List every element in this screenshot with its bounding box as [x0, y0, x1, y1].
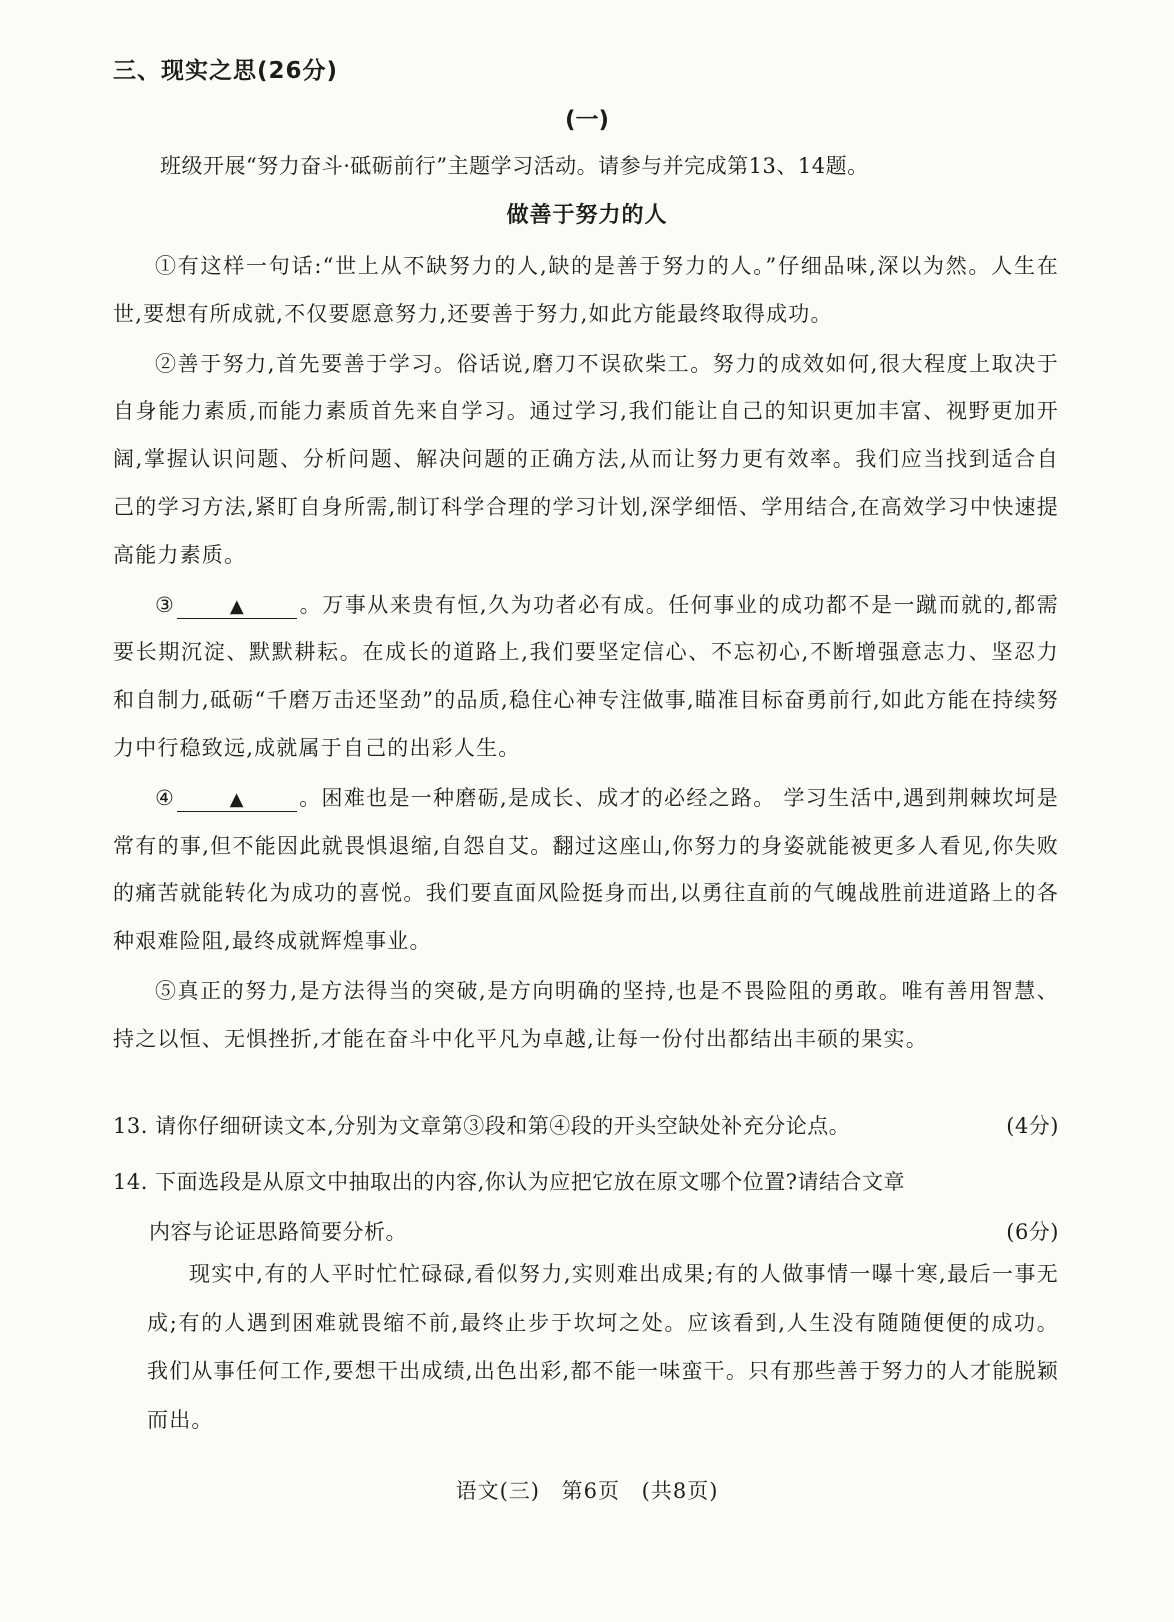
- article-body: [113, 243, 1059, 1066]
- section-title: 三、现实之思(26分): [113, 58, 339, 84]
- paragraph-5: ⑤真正的努力,是方法得当的突破,是方向明确的坚持,也是不畏险阻的勇敢。唯有善用智慧、持之以恒、无惧挫折,才能在奋斗中化平凡为卓越,让每一份付出都结出丰硕的果实。: [113, 978, 1059, 1051]
- question-13: [113, 1110, 1059, 1140]
- paragraph-4-number: ④: [155, 785, 176, 810]
- part-title: (一): [564, 107, 610, 133]
- question-13-text: 13. 请你仔细研读文本,分别为文章第③段和第④段的开头空缺处补充分论点。: [113, 1114, 851, 1138]
- paragraph-3: [113, 582, 1059, 773]
- question-13-score: (4分): [1006, 1114, 1059, 1138]
- article-title: 做善于努力的人: [506, 203, 668, 228]
- paragraph-4-text: 。困难也是一种磨砺,是成长、成才的必经之路。 学习生活中,遇到荆棘坎坷是常有的事,但不能因此就畏惧退缩,自怨自艾。翻过这座山,你努力的身姿就能被更多人看见,你失败的痛苦就能转化为成功的喜悦。我们要直面风险挺身而出,以勇往直前的气魄战胜前进道路上的各种艰难险阻,最终成就辉煌事业。: [113, 785, 1059, 954]
- question-14: [113, 1157, 1059, 1257]
- answer-blank-3: ▲: [177, 596, 297, 619]
- paragraph-1: ①有这样一句话:“世上从不缺努力的人,缺的是善于努力的人。”仔细品味,深以为然。人生在世,要想有所成就,不仅要愿意努力,还要善于努力,如此方能最终取得成功。: [113, 254, 1059, 326]
- paragraph-2: ②善于努力,首先要善于学习。俗话说,磨刀不误砍柴工。努力的成效如何,很大程度上取决于自身能力素质,而能力素质首先来自学习。通过学习,我们能让自己的知识更加丰富、视野更加开阔,掌握认识问题、分析问题、解决问题的正确方法,从而让努力更有效率。我们应当找到适合自己的学习方法,紧盯自身所需,制订科学合理的学习计划,深学细悟、学用结合,在高效学习中快速提高能力素质。: [113, 351, 1059, 567]
- question-14-score: (6分): [1006, 1220, 1059, 1244]
- excerpt-passage: 现实中,有的人平时忙忙碌碌,看似努力,实则难出成果;有的人做事情一曝十寒,最后一事无成;有的人遇到困难就畏缩不前,最终止步于坎坷之处。应该看到,人生没有随随便便的成功。我们从事任何工作,要想干出成绩,出色出彩,都不能一味蛮干。只有那些善于努力的人才能脱颖而出。: [147, 1262, 1059, 1432]
- question-14-text-line1: 14. 下面选段是从原文中抽取出的内容,你认为应把它放在原文哪个位置?请结合文章: [113, 1170, 906, 1194]
- page-footer: 语文(三) 第6页 (共8页): [455, 1479, 719, 1503]
- paragraph-3-number: ③: [155, 592, 176, 617]
- paragraph-4: [113, 775, 1059, 966]
- paragraph-3-text: 。万事从来贵有恒,久为功者必有成。任何事业的成功都不是一蹴而就的,都需要长期沉淀、默默耕耘。在成长的道路上,我们要坚定信心、不忘初心,不断增强意志力、坚忍力和自制力,砥砺“千磨万击还坚劲”的品质,稳住心神专注做事,瞄准目标奋勇前行,如此方能在持续努力中行稳致远,成就属于自己的出彩人生。: [113, 592, 1059, 760]
- question-14-text-line2-content: 内容与论证思路简要分析。: [149, 1220, 407, 1244]
- answer-blank-4: ▲: [177, 789, 297, 812]
- activity-intro: 班级开展“努力奋斗·砥砺前行”主题学习活动。请参与并完成第13、14题。: [160, 154, 869, 178]
